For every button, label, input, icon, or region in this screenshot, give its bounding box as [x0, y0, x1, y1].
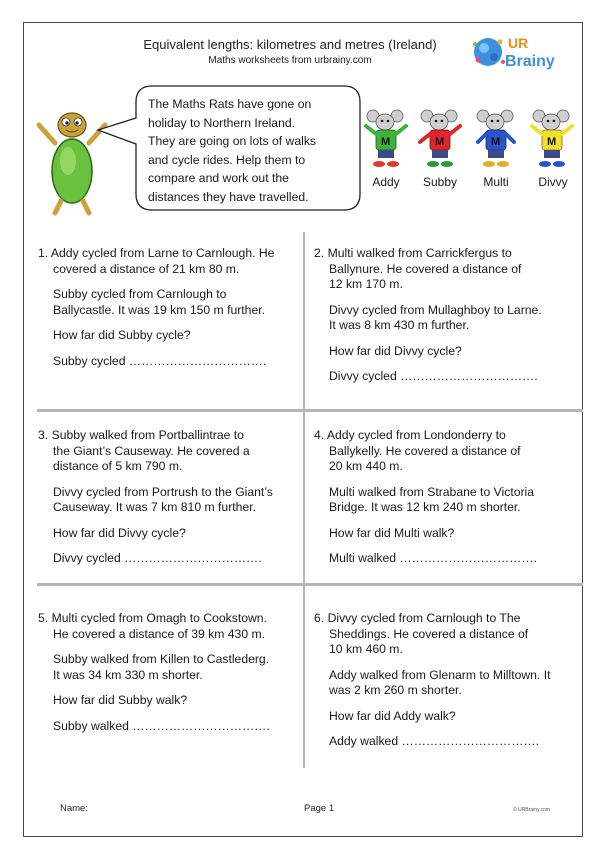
question-text: Divvy cycled from Portrush to the Giant’s: [53, 484, 273, 499]
answer-blank[interactable]: …………………………….: [124, 551, 262, 565]
page-title: Equivalent lengths: kilometres and metres (Ireland): [143, 37, 437, 52]
grid-divider-vertical: [303, 232, 305, 768]
question-text: Sheddings. He covered a distance of: [329, 626, 529, 641]
speech-line: They are going on lots of walks: [148, 134, 317, 148]
question-number: 4.: [314, 428, 325, 442]
grid-divider-horizontal: [37, 583, 583, 586]
answer-blank[interactable]: …………………………….: [399, 551, 537, 565]
rat-divvy-icon: [530, 108, 574, 170]
question-text: 20 km 440 m.: [329, 459, 403, 473]
svg-text:M: M: [491, 136, 501, 148]
question-text: distance of 5 km 790 m.: [53, 459, 183, 473]
urbrainy-logo: [470, 30, 566, 72]
grid-divider-horizontal: [37, 409, 583, 412]
question-ask: How far did Divvy cycle?: [329, 343, 462, 358]
speech-line: distances they have travelled.: [148, 189, 309, 204]
question-3: [38, 428, 300, 577]
question-text: Bridge. It was 12 km 240 m shorter.: [329, 500, 521, 514]
question-text: It was 8 km 430 m further.: [329, 318, 470, 332]
svg-text:M: M: [381, 136, 391, 148]
svg-text:M: M: [435, 136, 445, 148]
question-text: It was 34 km 330 m shorter.: [53, 667, 203, 682]
question-text: Causeway. It was 7 km 810 m further.: [53, 500, 256, 514]
question-text: Addy cycled from Londonderry to: [326, 428, 506, 442]
question-text: Ballynure. He covered a distance of: [329, 261, 522, 276]
question-text: Multi walked from Strabane to Victoria: [329, 484, 535, 499]
speech-line: and cycle rides. Help them to: [148, 152, 306, 167]
page-subtitle: Maths worksheets from urbrainy.com: [208, 55, 372, 66]
answer-label: Divvy cycled: [329, 369, 397, 383]
question-text: Multi cycled from Omagh to Cookstown.: [51, 611, 267, 625]
question-text: Addy cycled from Larne to Carnlough. He: [50, 246, 275, 260]
answer-blank[interactable]: …………………………….: [400, 369, 538, 383]
question-text: Addy walked from Glenarm to Milltown. It: [329, 667, 551, 682]
answer-label: Divvy cycled: [53, 551, 121, 565]
question-1: [38, 246, 300, 379]
question-number: 5.: [38, 611, 49, 625]
question-ask: How far did Multi walk?: [329, 525, 455, 540]
rat-multi-icon: [474, 108, 518, 170]
question-text: Multi walked from Carrickfergus to: [327, 246, 512, 260]
question-2: [314, 246, 576, 395]
answer-blank[interactable]: …………………………….: [128, 353, 267, 368]
rat-name-subby: Subby: [422, 175, 458, 189]
question-text: He covered a distance of 39 km 430 m.: [53, 626, 266, 641]
question-text: Ballycastle. It was 19 km 150 m further.: [53, 302, 266, 317]
question-5: [38, 611, 300, 744]
question-ask: How far did Addy walk?: [329, 708, 456, 723]
question-text: covered a distance of 21 km 80 m.: [53, 261, 240, 276]
logo-text-top: UR: [508, 35, 529, 51]
rat-name-addy: Addy: [372, 175, 400, 189]
rat-addy-icon: [364, 108, 408, 170]
rat-name-divvy: Divvy: [538, 175, 568, 189]
question-text: Subby walked from Portballintrae to: [51, 428, 244, 442]
question-text: the Giant’s Causeway. He covered a: [53, 443, 250, 458]
answer-blank[interactable]: …………………………….: [132, 718, 270, 733]
name-label: Name:: [60, 803, 88, 814]
logo-text-bottom: Brainy: [505, 53, 555, 70]
question-number: 2.: [314, 246, 325, 260]
question-text: was 2 km 260 m shorter.: [329, 683, 462, 697]
question-number: 6.: [314, 611, 325, 625]
question-text: Subby walked from Killen to Castlederg.: [53, 652, 270, 666]
rat-subby-icon: [418, 108, 462, 170]
page-number: Page 1: [304, 803, 335, 814]
answer-blank[interactable]: …………………………….: [401, 734, 539, 748]
question-4: [314, 428, 576, 577]
question-text: Divvy cycled from Mullaghboy to Larne.: [329, 302, 542, 317]
answer-label: Multi walked: [329, 551, 397, 565]
question-number: 1.: [38, 246, 49, 260]
question-number: 3.: [38, 428, 49, 442]
speech-line: holiday to Northern Ireland.: [148, 115, 296, 130]
question-text: 12 km 170 m.: [329, 277, 403, 291]
question-ask: How far did Subby cycle?: [53, 328, 191, 342]
question-text: Divvy cycled from Carnlough to The: [327, 611, 521, 625]
speech-bubble-text: [148, 95, 358, 206]
answer-label: Subby walked: [53, 718, 129, 733]
rat-name-multi: Multi: [483, 175, 509, 189]
svg-text:M: M: [547, 136, 557, 148]
question-text: Ballykelly. He covered a distance of: [329, 443, 521, 458]
speech-line: The Maths Rats have gone on: [148, 97, 312, 111]
answer-label: Subby cycled: [53, 353, 126, 368]
answer-label: Addy walked: [329, 734, 399, 748]
copyright: © URBrainy.com: [513, 807, 550, 813]
question-text: Subby cycled from Carnlough to: [53, 287, 227, 301]
question-6: [314, 611, 579, 760]
question-ask: How far did Divvy cycle?: [53, 525, 186, 540]
question-text: 10 km 460 m.: [329, 642, 403, 656]
question-ask: How far did Subby walk?: [53, 693, 188, 707]
speech-line: compare and work out the: [148, 171, 289, 185]
